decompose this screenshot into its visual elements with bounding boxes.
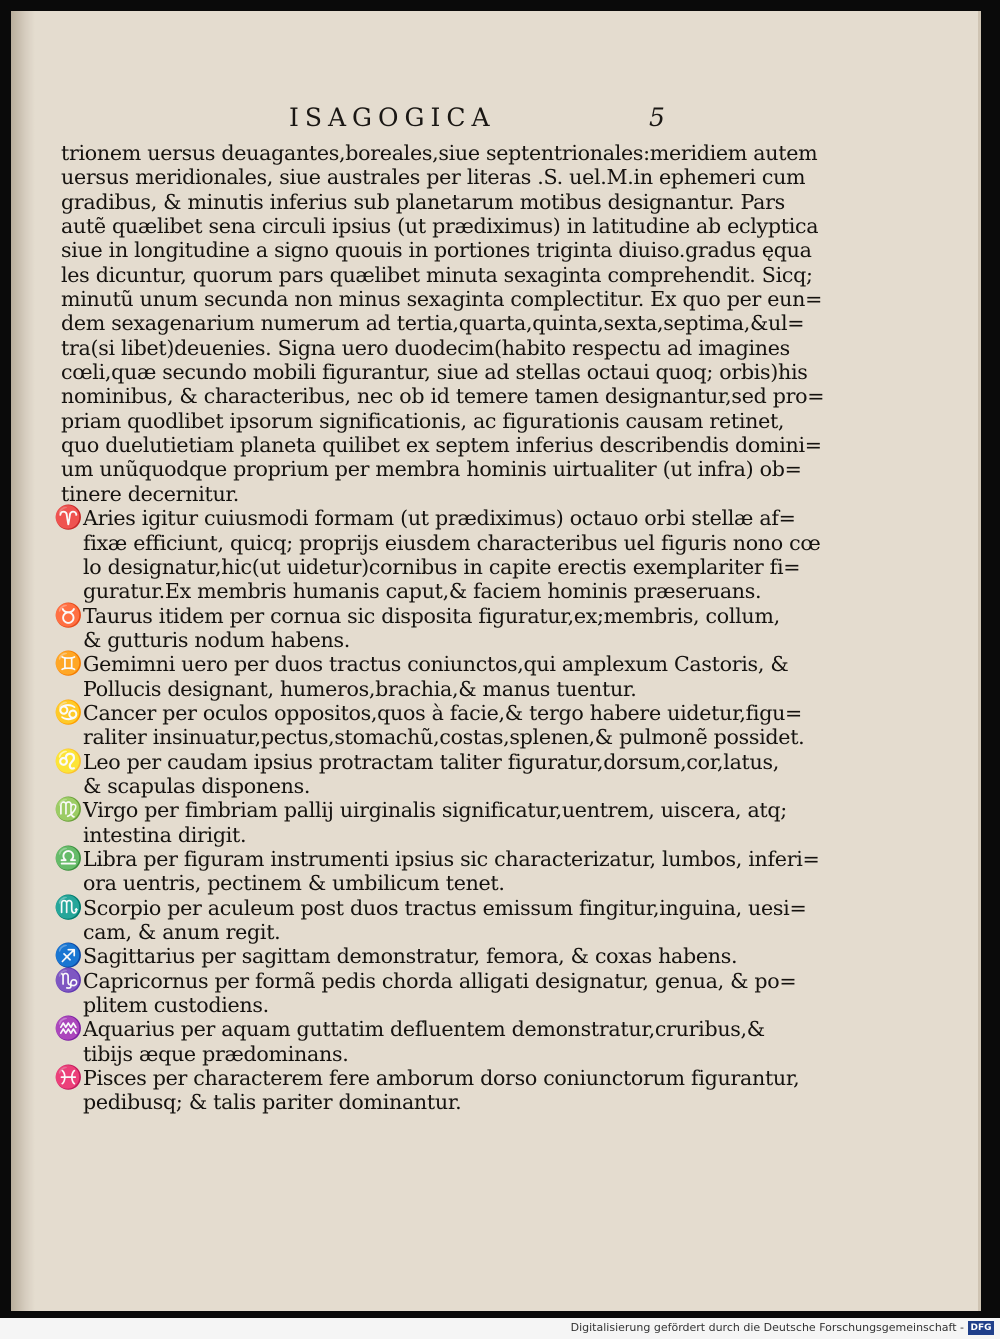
libra-symbol-icon: ♎ [54,844,83,872]
pisces-symbol-icon: ♓ [54,1064,83,1092]
sign-line: Pollucis designant, humeros,brachia,& manus tuentur. [83,676,637,701]
sign-line: Virgo per fimbriam pallij uirginalis significatur,uentrem, uiscera, atq; [83,798,787,823]
gemini-symbol-icon: ♊ [54,650,83,678]
sign-line: Libra per figuram instrumenti ipsius sic characterizatur, lumbos, inferi= [83,846,820,871]
running-head [11,103,981,143]
funding-credit: Digitalisierung gefördert durch die Deutsche Forschungsgemeinschaft - [570,1321,964,1334]
paragraph-line: trionem uersus deuagantes,boreales,siue septentrionales:meridiem autem [61,141,818,165]
dfg-logo: DFG [968,1321,994,1335]
sign-entry-virgo [54,796,787,847]
sign-line: fixæ efficiunt, quicq; proprijs eiusdem characteribus uel figuris nono cœ [83,530,821,555]
capricorn-symbol-icon: ♑ [54,966,83,994]
paragraph-line: minutũ unum secunda non minus sexaginta complectitur. Ex quo per eun= [61,287,823,312]
sign-entry-gemini [54,650,789,701]
sign-line: guratur.Ex membris humanis caput,& faciem hominis præseruans. [83,579,762,604]
paragraph-line: priam quodlibet ipsorum significationis, ac figurationis causam retinet, [61,408,785,433]
sign-line: tibijs æque prædominans. [83,1041,349,1066]
sign-entry-sagittarius [54,942,769,970]
intro-paragraph [61,141,825,506]
sign-line: Leo per caudam ipsius protractam taliter figuratur,dorsum,cor,latus, [83,749,779,774]
digitization-footer [0,1318,1000,1339]
page-gutter-shadow [11,11,35,1311]
sign-entry-libra [54,844,820,896]
paragraph-line: les dicuntur, quorum pars quælibet minuta sexaginta comprehendit. Sicq; [61,262,813,287]
running-head-title: ISAGOGICA [289,103,496,132]
taurus-symbol-icon: ♉ [54,601,83,629]
sign-line: Gemimni uero per duos tractus coniunctos,qui amplexum Castoris, & [83,652,789,677]
paragraph-line: gradibus, & minutis inferius sub planetarum motibus designantur. Pars [61,189,785,214]
sign-line: Pisces per characterem fere amborum dorso coniunctorum figurantur, [83,1066,800,1091]
paragraph-line: tra(si libet)deuenies. Signa uero duodecim(habito respectu ad imagines [61,335,790,360]
sagittarius-symbol-icon: ♐ [54,942,83,970]
paragraph-line: quo duelutietiam planeta quilibet ex septem inferius describendis domini= [61,433,822,458]
sign-line: Aquarius per aquam guttatim defluentem demonstratur,cruribus,& [83,1017,765,1042]
sign-line: cam, & anum regit. [83,920,281,944]
sign-entry-scorpio [54,893,807,945]
sign-line: Cancer per oculos oppositos,quos à facie,& tergo habere uidetur,figu= [83,700,803,725]
paragraph-line: autẽ quælibet sena circuli ipsius (ut prædiximus) in latitudine ab eclyptica [61,214,819,239]
sign-entry-capricorn [54,966,797,1018]
paragraph-line: dem sexagenarium numerum ad tertia,quarta,quinta,sexta,septima,&ul= [61,311,805,336]
leo-symbol-icon: ♌ [54,747,83,775]
aquarius-symbol-icon: ♒ [54,1015,83,1043]
sign-entry-leo [54,747,779,799]
sign-entry-taurus [54,601,780,653]
paragraph-line: tinere decernitur. [61,481,239,506]
text-block [54,141,825,1115]
paragraph-line: um unũquodque proprium per membra hominis uirtualiter (ut infra) ob= [61,457,802,482]
sign-line: Capricornus per formã pedis chorda alligati designatur, genua, & po= [83,968,797,993]
sign-line: raliter insinuatur,pectus,stomachũ,costas,splenen,& pulmonẽ possidet. [83,725,805,750]
sign-line: & gutturis nodum habens. [83,627,350,652]
aries-symbol-icon: ♈ [54,504,83,532]
sign-entry-aquarius [54,1015,769,1066]
paragraph-line: siue in longitudine a signo quouis in portiones triginta diuiso.gradus ęqua [61,238,812,263]
page-number: 5 [649,103,665,132]
sign-line: Aries igitur cuiusmodi formam (ut prædiximus) octauo orbi stellæ af= [83,506,796,531]
virgo-symbol-icon: ♍ [54,796,83,824]
sign-line: Taurus itidem per cornua sic disposita figuratur,ex;membris, collum, [83,603,780,628]
sign-entry-cancer [54,698,805,750]
paragraph-line: cœli,quæ secundo mobili figurantur, siue ad stellas octaui quoq; orbis)his [61,360,808,385]
sign-line: & scapulas disponens. [83,773,311,798]
book-page [11,11,981,1311]
paragraph-line: uersus meridionales, siue australes per literas .S. uel.M.in ephemeri cum [61,165,806,190]
sign-line: Sagittarius per sagittam demonstratur, femora, & coxas habens. [83,944,738,969]
cancer-symbol-icon: ♋ [54,698,83,726]
sign-line: pedibusq; & talis pariter dominantur. [83,1090,462,1115]
sign-line: plitem custodiens. [83,993,269,1018]
sign-entry-aries [54,504,821,604]
scorpio-symbol-icon: ♏ [54,893,83,921]
sign-line: lo designatur,hic(ut uidetur)cornibus in capite erectis exemplariter fi= [83,554,801,579]
sign-line: Scorpio per aculeum post duos tractus emissum fingitur,inguina, uesi= [83,895,807,920]
sign-line: intestina dirigit. [83,822,247,847]
sign-line: ora uentris, pectinem & umbilicum tenet. [83,871,505,896]
sign-entry-pisces [54,1064,800,1115]
paragraph-line: nominibus, & characteribus, nec ob id temere tamen designantur,sed pro= [61,384,825,409]
